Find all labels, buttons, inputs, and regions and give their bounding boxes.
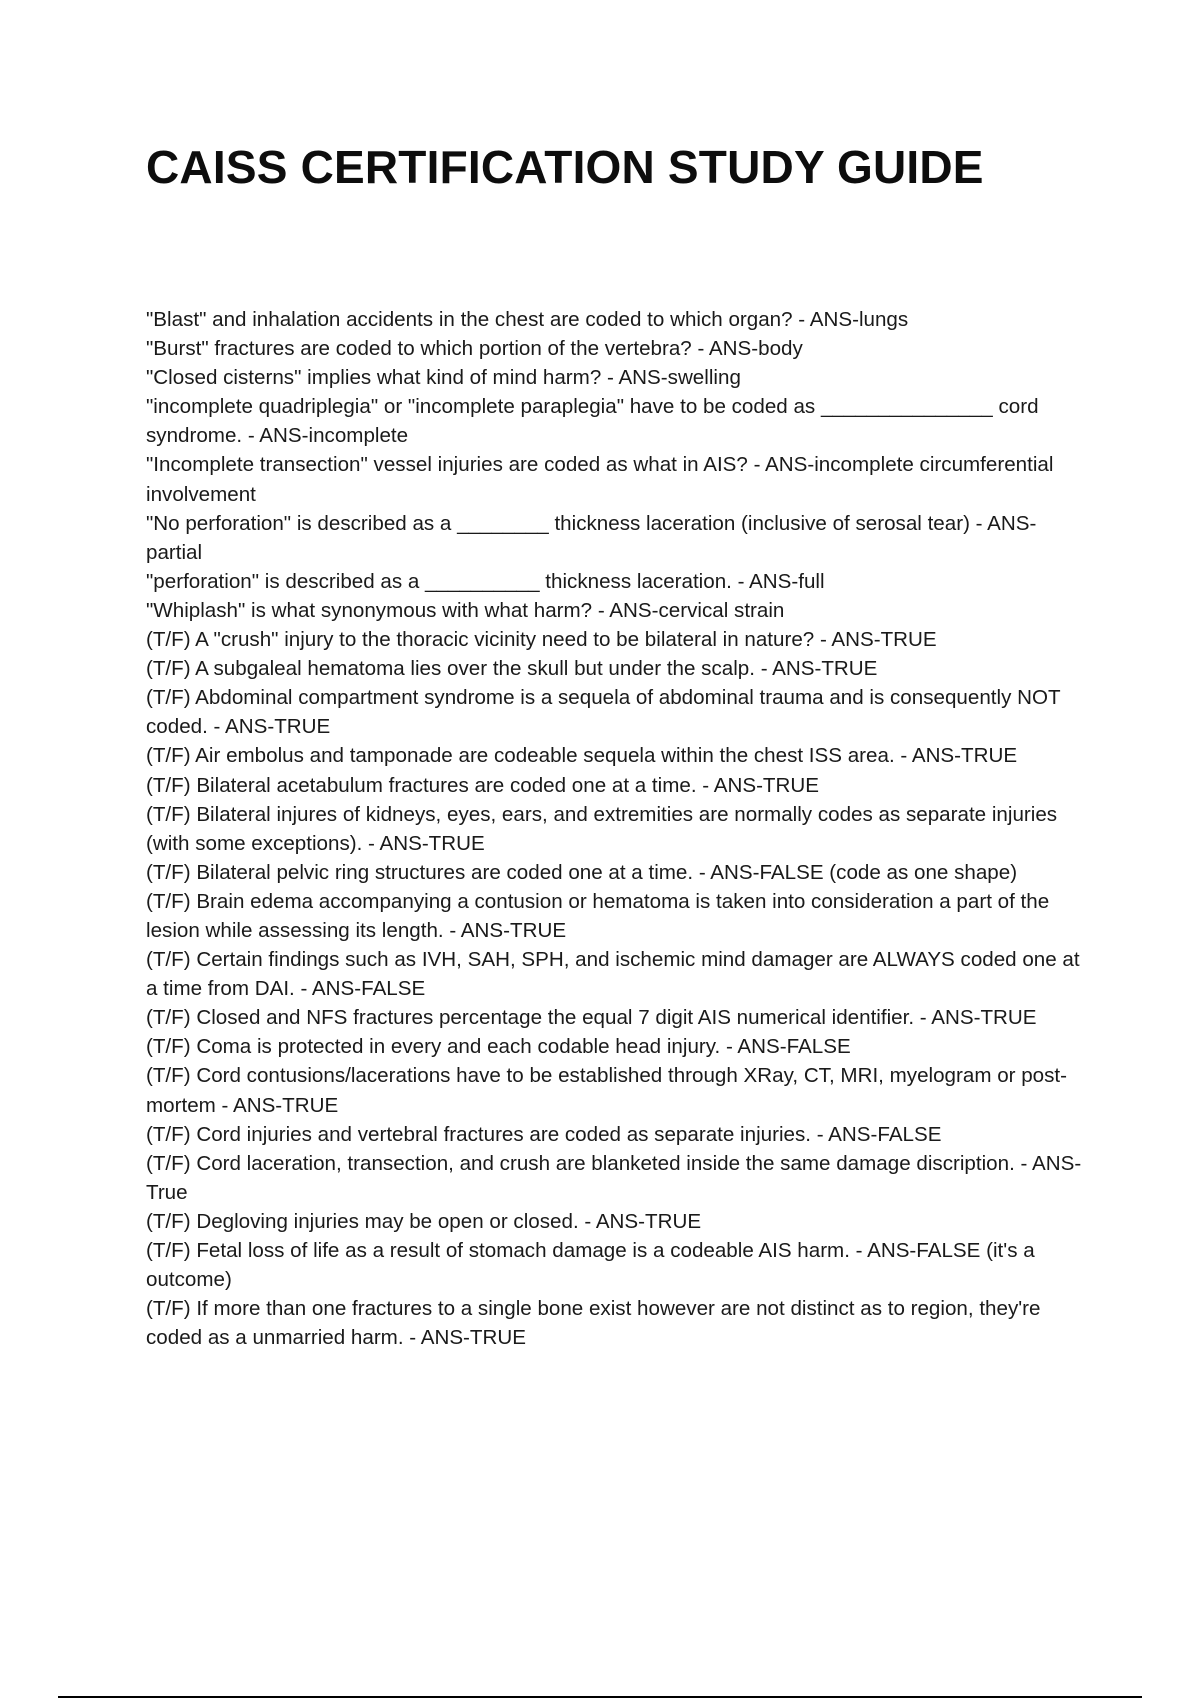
qa-entry: (T/F) Cord laceration, transection, and crush are blanketed inside the same damage discription. - ANS-True bbox=[146, 1151, 1082, 1204]
qa-entry: (T/F) A subgaleal hematoma lies over the skull but under the scalp. - ANS-TRUE bbox=[146, 657, 878, 681]
qa-entry: (T/F) Bilateral injures of kidneys, eyes, ears, and extremities are normally codes as separate injuries (with some exceptions). - ANS-TRUE bbox=[146, 802, 1058, 855]
qa-entry: (T/F) Coma is protected in every and each codable head injury. - ANS-FALSE bbox=[146, 1035, 851, 1059]
qa-list bbox=[146, 305, 1086, 1352]
qa-entry: (T/F) Degloving injuries may be open or closed. - ANS-TRUE bbox=[146, 1209, 702, 1233]
qa-entry: (T/F) If more than one fractures to a single bone exist however are not distinct as to region, they're coded as a unmarried harm. - ANS-TRUE bbox=[146, 1297, 1041, 1350]
qa-entry: (T/F) Bilateral acetabulum fractures are coded one at a time. - ANS-TRUE bbox=[146, 773, 819, 797]
qa-entry: "Whiplash" is what synonymous with what harm? - ANS-cervical strain bbox=[146, 598, 785, 622]
qa-entry: "incomplete quadriplegia" or "incomplete paraplegia" have to be coded as _______________ cord syndrome. - ANS-incomplete bbox=[146, 395, 1039, 448]
qa-entry: (T/F) Air embolus and tamponade are codeable sequela within the chest ISS area. - ANS-TRUE bbox=[146, 744, 1018, 768]
footer-divider bbox=[58, 1696, 1142, 1698]
qa-entry: (T/F) Certain findings such as IVH, SAH, SPH, and ischemic mind damager are ALWAYS coded one at a time from DAI. - ANS-FALSE bbox=[146, 948, 1080, 1001]
qa-entry: (T/F) Brain edema accompanying a contusion or hematoma is taken into consideration a part of the lesion while assessing its length. - ANS-TRUE bbox=[146, 889, 1050, 942]
qa-entry: (T/F) Cord contusions/lacerations have to be established through XRay, CT, MRI, myelogram or post-mortem - ANS-TRUE bbox=[146, 1064, 1068, 1117]
qa-entry: (T/F) Bilateral pelvic ring structures are coded one at a time. - ANS-FALSE (code as one shape) bbox=[146, 860, 1018, 884]
page-title: CAISS CERTIFICATION STUDY GUIDE bbox=[146, 141, 984, 193]
qa-entry: "Closed cisterns" implies what kind of mind harm? - ANS-swelling bbox=[146, 366, 741, 390]
qa-entry: (T/F) Abdominal compartment syndrome is a sequela of abdominal trauma and is consequently NOT coded. - ANS-TRUE bbox=[146, 686, 1061, 739]
qa-entry: (T/F) Closed and NFS fractures percentage the equal 7 digit AIS numerical identifier. - ANS-TRUE bbox=[146, 1006, 1037, 1030]
qa-entry: (T/F) Fetal loss of life as a result of stomach damage is a codeable AIS harm. - ANS-FALSE (it's a outcome) bbox=[146, 1239, 1035, 1292]
qa-entry: (T/F) Cord injuries and vertebral fractures are coded as separate injuries. - ANS-FALSE bbox=[146, 1122, 942, 1146]
qa-entry: "Burst" fractures are coded to which portion of the vertebra? - ANS-body bbox=[146, 337, 803, 361]
qa-entry: "perforation" is described as a __________ thickness laceration. - ANS-full bbox=[146, 569, 825, 593]
qa-entry: "Blast" and inhalation accidents in the chest are coded to which organ? - ANS-lungs bbox=[146, 308, 909, 331]
qa-entry: "No perforation" is described as a ________ thickness laceration (inclusive of serosal tear) - ANS-partial bbox=[146, 511, 1037, 564]
qa-entry: "Incomplete transection" vessel injuries are coded as what in AIS? - ANS-incomplete circumferential involvement bbox=[146, 453, 1054, 506]
qa-entry: (T/F) A "crush" injury to the thoracic vicinity need to be bilateral in nature? - ANS-TRUE bbox=[146, 628, 937, 652]
